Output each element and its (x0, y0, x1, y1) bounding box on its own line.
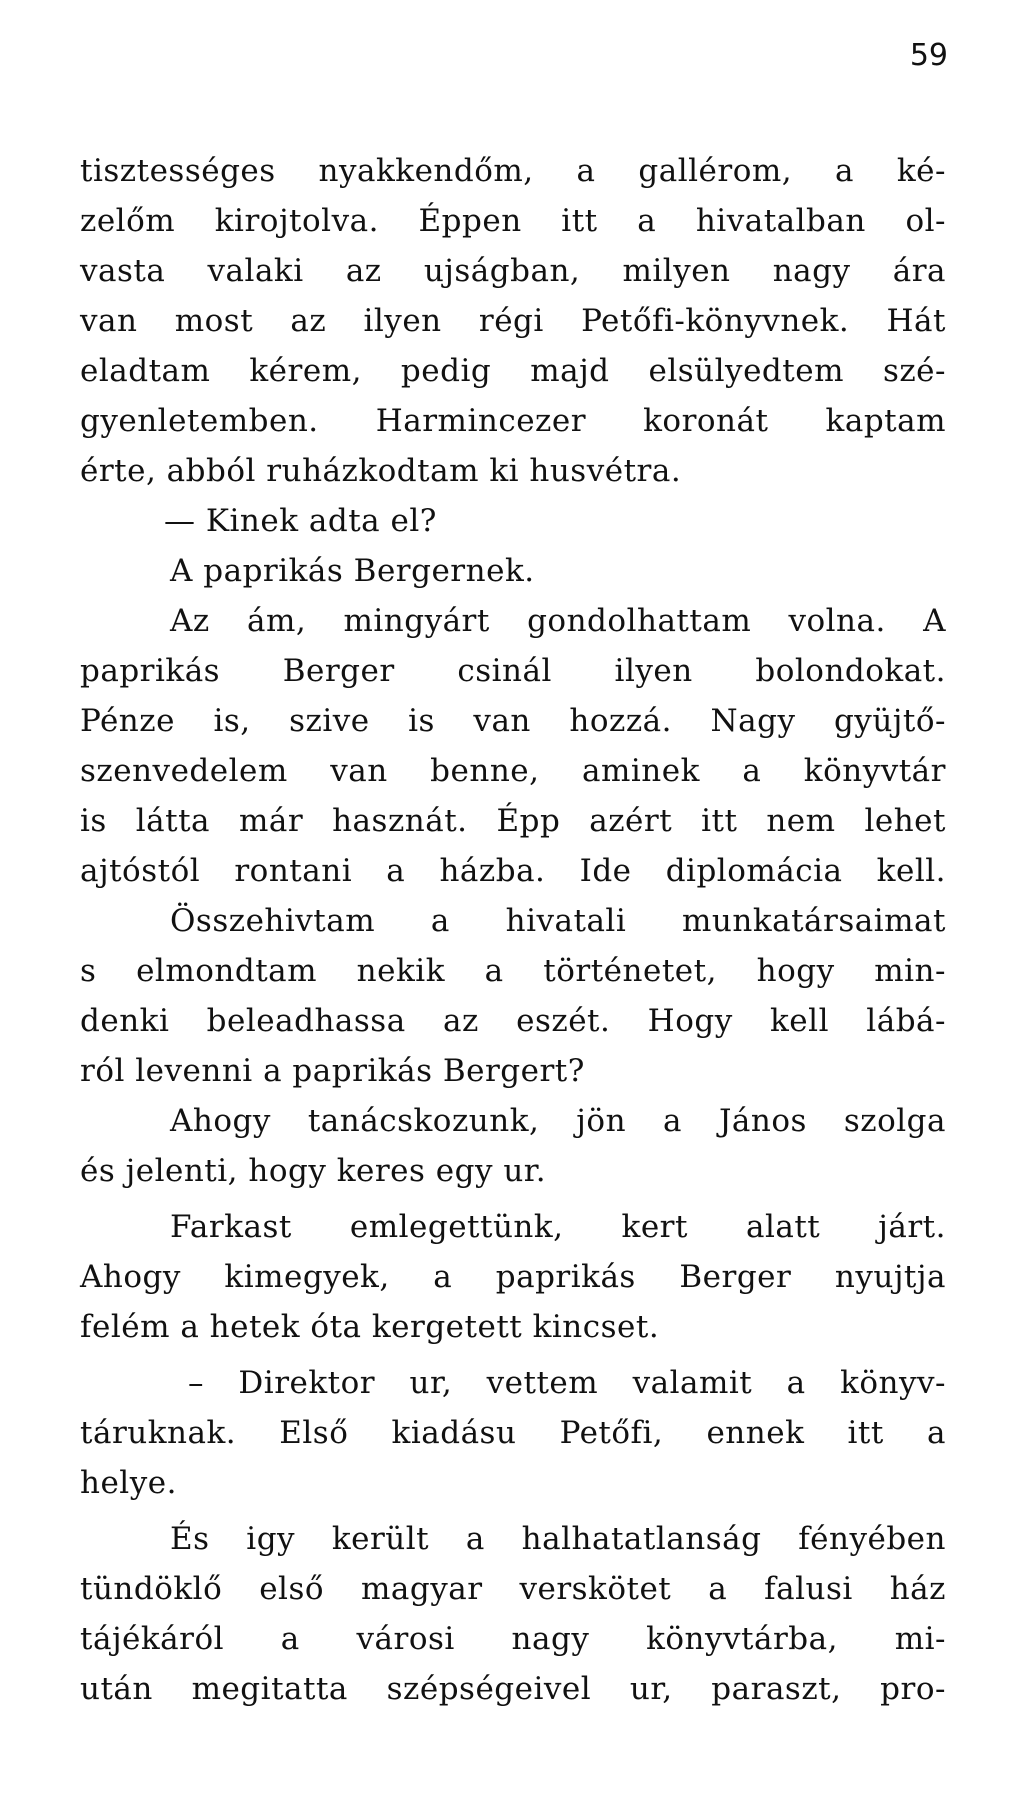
paragraph-start: Az ám, mingyárt gondolhattam volna. A (170, 603, 946, 639)
text-line: denki beleadhassa az eszét. Hogy kell lábá- (80, 1003, 946, 1039)
text-line: tündöklő első magyar verskötet a falusi ház (80, 1571, 946, 1607)
text-line: vasta valaki az ujságban, milyen nagy ára (80, 253, 946, 289)
text-line: ajtóstól rontani a házba. Ide diplomácia kell. (80, 853, 946, 889)
text-line: Ahogy kimegyek, a paprikás Berger nyujtja (80, 1259, 946, 1295)
text-line: s elmondtam nekik a történetet, hogy min- (80, 953, 946, 989)
text-line: érte, abból ruházkodtam ki husvétra. (80, 453, 682, 489)
paragraph-start: Farkast emlegettünk, kert alatt járt. (170, 1209, 946, 1245)
text-line: ról levenni a paprikás Bergert? (80, 1053, 585, 1089)
body-text (80, 146, 946, 1714)
text-line: tisztességes nyakkendőm, a gallérom, a ké- (80, 153, 946, 189)
text-line: gyenletemben. Harmincezer koronát kaptam (80, 403, 946, 439)
text-line: van most az ilyen régi Petőfi-könyvnek. Hát (80, 303, 946, 339)
paragraph-start: Összehivtam a hivatali munkatársaimat (170, 903, 946, 939)
paragraph-start: És igy került a halhatatlanság fényében (170, 1521, 946, 1557)
dialogue-line: — Kinek adta el? (164, 503, 437, 539)
text-line: eladtam kérem, pedig majd elsülyedtem szé- (80, 353, 946, 389)
text-line: után megitatta szépségeivel ur, paraszt, pro- (80, 1671, 946, 1707)
text-line: tájékáról a városi nagy könyvtárba, mi- (80, 1621, 946, 1657)
text-line: is látta már hasznát. Épp azért itt nem lehet (80, 803, 946, 839)
dialogue-line: – Direktor ur, vettem valamit a könyv- (188, 1365, 946, 1401)
text-line: helye. (80, 1465, 177, 1501)
text-line: Pénze is, szive is van hozzá. Nagy gyüjtő- (80, 703, 946, 739)
text-line: szenvedelem van benne, aminek a könyvtár (80, 753, 946, 789)
paragraph-start: Ahogy tanácskozunk, jön a János szolga (170, 1103, 946, 1139)
text-line: zelőm kirojtolva. Éppen itt a hivatalban ol- (80, 203, 946, 239)
text-line: táruknak. Első kiadásu Petőfi, ennek itt a (80, 1415, 946, 1451)
dialogue-line: A paprikás Bergernek. (170, 553, 535, 589)
text-line: paprikás Berger csinál ilyen bolondokat. (80, 653, 946, 689)
text-line: felém a hetek óta kergetett kincset. (80, 1309, 660, 1345)
text-line: és jelenti, hogy keres egy ur. (80, 1153, 547, 1189)
page-number: 59 (909, 38, 948, 73)
